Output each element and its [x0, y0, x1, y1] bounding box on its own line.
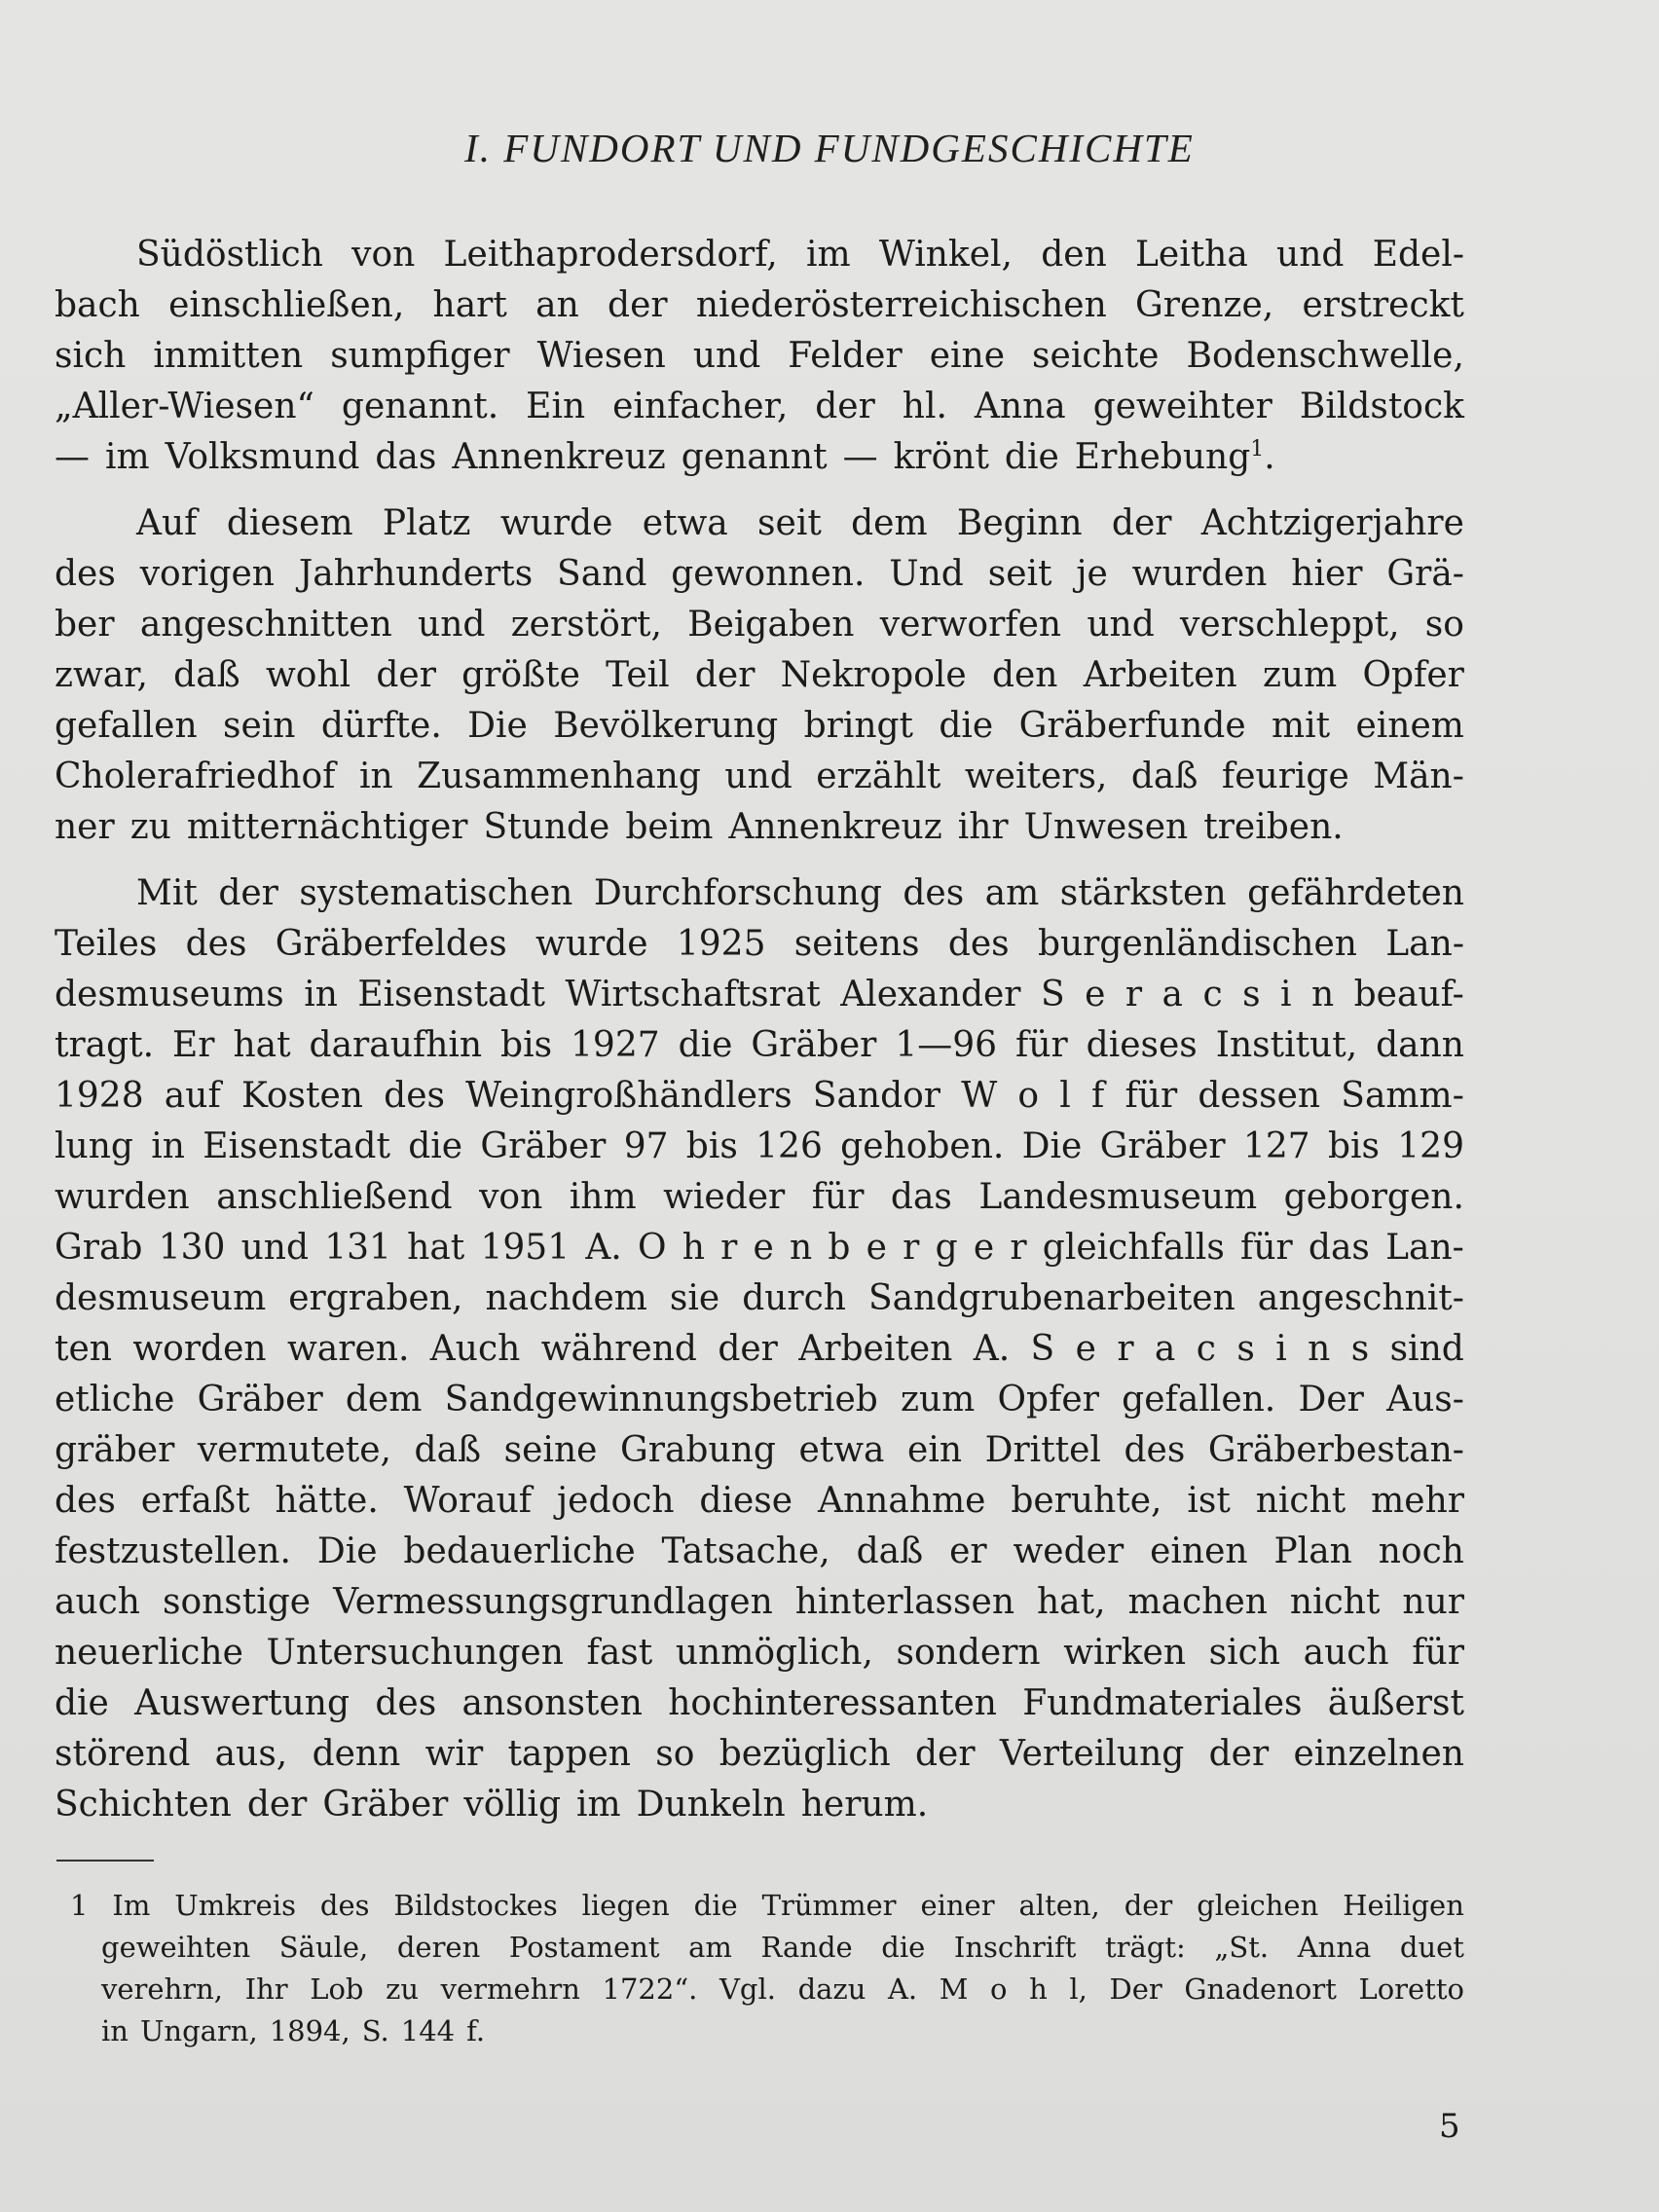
text-line: des vorigen Jahrhunderts Sand gewonnen. Und seit je wurden hier Grä-: [55, 554, 1464, 594]
text-line: 1928 auf Kosten des Weingroßhändlers Sandor W o l f für dessen Samm-: [55, 1076, 1464, 1116]
text-line: Teiles des Gräberfeldes wurde 1925 seitens des burgenländischen Lan-: [55, 924, 1464, 964]
text-line: wurden anschließend von ihm wieder für das Landesmuseum geborgen.: [55, 1177, 1464, 1217]
text-line: desmuseums in Eisenstadt Wirtschaftsrat Alexander S e r a c s i n beauf-: [55, 975, 1464, 1014]
text-line: Cholerafriedhof in Zusammenhang und erzählt weiters, daß feurige Män-: [55, 756, 1464, 796]
text-line: Grab 130 und 131 hat 1951 A. O h r e n b e r g e r gleichfalls für das Lan-: [55, 1228, 1464, 1268]
footnote-line: 1 Im Umkreis des Bildstockes liegen die Trümmer einer alten, der gleichen Heiligen: [70, 1885, 1464, 1927]
text-line: etliche Gräber dem Sandgewinnungsbetrieb zum Opfer gefallen. Der Aus-: [55, 1380, 1464, 1419]
text-line: gefallen sein dürfte. Die Bevölkerung bringt die Gräberfunde mit einem: [55, 706, 1464, 746]
text-line: Mit der systematischen Durchforschung des am stärksten gefährdeten: [136, 873, 1464, 913]
footnote-divider: [56, 1860, 154, 1862]
text-line: auch sonstige Vermessungsgrundlagen hinterlassen hat, machen nicht nur: [55, 1582, 1464, 1622]
text-line: des erfaßt hätte. Worauf jedoch diese Annahme beruhte, ist nicht mehr: [55, 1481, 1464, 1521]
footnote-line: in Ungarn, 1894, S. 144 f.: [101, 2014, 486, 2047]
chapter-heading: I. FUNDORT UND FUNDGESCHICHTE: [464, 126, 1195, 170]
footnote-number: 1: [70, 1889, 89, 1922]
text-line: „Aller-Wiesen“ genannt. Ein einfacher, der hl. Anna geweihter Bildstock: [55, 387, 1464, 426]
text-line: ner zu mitternächtiger Stunde beim Annenkreuz ihr Unwesen treiben.: [55, 807, 1344, 847]
text-line: gräber vermutete, daß seine Grabung etwa ein Drittel des Gräberbestan-: [55, 1430, 1464, 1470]
text-line: Südöstlich von Leithaprodersdorf, im Winkel, den Leitha und Edel-: [136, 235, 1464, 275]
text-line: sich inmitten sumpfiger Wiesen und Felder eine seichte Bodenschwelle,: [55, 336, 1464, 376]
text-line: bach einschließen, hart an der niederösterreichischen Grenze, erstreckt: [55, 285, 1464, 325]
footnote: [70, 1885, 1464, 2052]
text-line: störend aus, denn wir tappen so bezüglich der Verteilung der einzelnen: [55, 1734, 1464, 1774]
text-line: neuerliche Untersuchungen fast unmöglich, sondern wirken sich auch für: [55, 1633, 1464, 1673]
text-line: ten worden waren. Auch während der Arbeiten A. S e r a c s i n s sind: [55, 1329, 1464, 1369]
text-line: die Auswertung des ansonsten hochinteressanten Fundmateriales äußerst: [55, 1683, 1464, 1723]
page-number: 5: [1439, 2107, 1460, 2146]
text-line: lung in Eisenstadt die Gräber 97 bis 126 gehoben. Die Gräber 127 bis 129: [55, 1126, 1464, 1166]
text-line: desmuseum ergraben, nachdem sie durch Sandgrubenarbeiten angeschnit-: [55, 1278, 1464, 1318]
footnote-line: geweihten Säule, deren Postament am Rande die Inschrift trägt: „St. Anna duet: [101, 1931, 1464, 1964]
text-line: zwar, daß wohl der größte Teil der Nekropole den Arbeiten zum Opfer: [55, 655, 1464, 695]
footnote-line: verehrn, Ihr Lob zu vermehrn 1722“. Vgl. dazu A. M o h l, Der Gnadenort Loretto: [101, 1972, 1464, 2006]
text-line: festzustellen. Die bedauerliche Tatsache, daß er weder einen Plan noch: [55, 1531, 1464, 1571]
body-text: [55, 230, 1464, 1830]
text-line: Schichten der Gräber völlig im Dunkeln herum.: [55, 1785, 929, 1825]
footnote-marker[interactable]: 1: [1250, 437, 1265, 461]
text-line: tragt. Er hat daraufhin bis 1927 die Gräber 1—96 für dieses Institut, dann: [55, 1025, 1464, 1065]
text-line: ber angeschnitten und zerstört, Beigaben verworfen und verschleppt, so: [55, 605, 1464, 645]
text-line: — im Volksmund das Annenkreuz genannt — krönt die Erhebung$^1$.: [55, 437, 1275, 477]
text-line: Auf diesem Platz wurde etwa seit dem Beginn der Achtzigerjahre: [136, 503, 1464, 543]
